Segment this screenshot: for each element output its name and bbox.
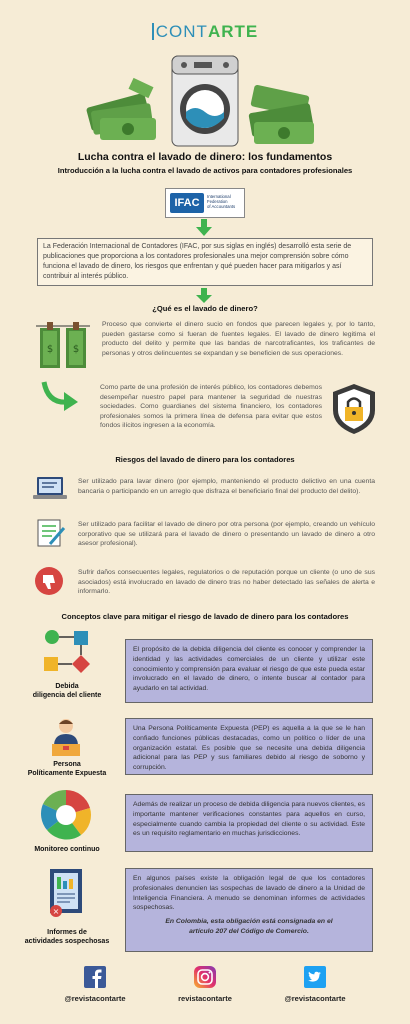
- report-document-icon: [44, 867, 90, 919]
- instagram-handle[interactable]: revistacontarte: [178, 994, 232, 1003]
- arrow-down-icon: [196, 288, 212, 304]
- shield-lock-icon: [330, 382, 378, 436]
- what-paragraph-1: Proceso que convierte el dinero sucio en fondos que parecen legales y, por lo tanto, pueden gastarse como si fueran de fuentes legales. El lavado de dinero legitima el producto del delito y permite que las bandas de narcotraficantes, los traficantes de personas y otros delincuentes se expandan y se beneficien de sus operaciones.: [102, 321, 375, 357]
- money-clothesline-icon: [34, 320, 92, 372]
- ifac-line3: of Accountants: [207, 204, 236, 209]
- concept-1-label-line1: Debida: [55, 683, 79, 690]
- concept-1-label-line2: diligencia del cliente: [32, 692, 102, 699]
- page-title: Lucha contra el lavado de dinero: los fundamentos: [77, 151, 333, 163]
- ifac-line2: Federation: [207, 199, 228, 204]
- concept-4-text: En algunos países existe la obligación legal de que los contadores profesionales denuncien las sospechas de lavado de dinero a la Unidad de Inteligencia Financiera. A menudo se denominan informes de actividades sospechosas.: [133, 875, 365, 912]
- washing-machine-icon: [172, 56, 238, 146]
- risks-heading: Riesgos del lavado de dinero para los contadores: [115, 455, 295, 464]
- svg-text:$: $: [46, 344, 54, 355]
- concept-2-label-line2: Políticamente Expuesta: [27, 770, 107, 777]
- risk-3-text: Sufrir daños consecuentes legales, regulatorios o de reputación porque un cliente (o uno de sus asociados) está involucrado en lavado de dinero tras no haber detectado las señales de alerta e informarlo.: [78, 569, 375, 596]
- instagram-icon[interactable]: [194, 966, 216, 988]
- politician-icon: [46, 716, 86, 758]
- svg-text:$: $: [72, 344, 80, 355]
- concept-3-label: Monitoreo continuo: [34, 846, 100, 853]
- concept-2-box: Una Persona Políticamente Expuesta (PEP) es aquella a la que se le han confiado funciones públicas destacadas, como un político o líder de una organización estatal. Es posible que se necesite una debida diligencia adicional para las PEP y sus familiares debido al riesgo de soborno y corrupción.: [125, 718, 373, 775]
- concept-4-label: [16, 928, 118, 946]
- facebook-handle[interactable]: @revistacontarte: [64, 994, 126, 1003]
- flowchart-icon: [38, 627, 98, 677]
- contract-icon: [32, 518, 68, 548]
- concept-4-label-line1: Informes de: [47, 929, 87, 936]
- ifac-acronym: IFAC: [170, 193, 204, 213]
- what-paragraph-2: Como parte de una profesión de interés público, los contadores debemos desempeñar nuestro papel para mantener la seguridad de nuestras sociedades. Como guardianes del sistema financiero, los contadores profesionales somos la primera línea de defensa para evitar que estos fondos ilícitos ingresen a la economía.: [100, 384, 322, 430]
- concept-4-label-line2: actividades sospechosas: [24, 938, 110, 945]
- concept-1-box: El propósito de la debida diligencia del cliente es conocer y comprender la identidad y las actividades comerciales de un cliente y utilizar este conocimiento y comprensión para evaluar el riesgo de que este pueda estar involucrado en el lavado de dinero, o intente buscar al contador para ayudarlo en tal actividad.: [125, 639, 373, 703]
- svg-text:×: ×: [52, 907, 60, 916]
- money-stack-right-icon: [248, 84, 314, 144]
- arrow-down-icon: [196, 219, 212, 237]
- logo-part1: CONT: [155, 22, 208, 41]
- concepts-heading: Conceptos clave para mitigar el riesgo de lavado de dinero para los contadores: [61, 612, 349, 621]
- ifac-logo: [165, 188, 245, 218]
- monitoring-cycle-icon: [39, 788, 93, 842]
- facebook-icon[interactable]: [84, 966, 106, 988]
- concept-4-box: [125, 868, 373, 952]
- ifac-line1: International: [207, 194, 231, 199]
- concept-1-label: [22, 682, 112, 700]
- concept-3-box: Además de realizar un proceso de debida diligencia para nuevos clientes, es importante mantener verificaciones constantes para aquellos en curso, especialmente cuando cambia la propiedad del cliente o su actividad. Este es un requisito reglamentario en muchas jurisdicciones.: [125, 794, 373, 852]
- brand-logo: [0, 22, 410, 42]
- logo-part2: ARTE: [207, 22, 259, 41]
- page-subtitle: Introducción a la lucha contra el lavado de activos para contadores profesionales: [57, 166, 353, 175]
- money-stack-left-icon: [86, 78, 156, 140]
- what-heading: ¿Qué es el lavado de dinero?: [152, 304, 258, 313]
- curved-arrow-icon: [40, 378, 82, 414]
- twitter-icon[interactable]: [304, 966, 326, 988]
- risk-1-text: Ser utilizado para lavar dinero (por ejemplo, manteniendo el producto delictivo en una cuenta bancaria o participando en un arreglo que disfraza el beneficiario final del producto del delito).: [78, 478, 375, 495]
- concept-2-label-line1: Persona: [53, 761, 81, 768]
- concept-4-italic-line2: artículo 207 del Código de Comercio.: [189, 927, 309, 935]
- laptop-icon: [32, 475, 68, 505]
- risk-2-text: Ser utilizado para facilitar el lavado de dinero por otra persona (por ejemplo, creando un vehículo corporativo que se utilizará para el lavado de dinero o presentando un lavado de dinero a otro asesor profesional).: [78, 521, 375, 548]
- thumbs-down-icon: [34, 566, 64, 596]
- washing-machine-illustration: [80, 52, 330, 150]
- concept-2-label: [18, 760, 116, 778]
- intro-box: La Federación Internacional de Contadores (IFAC, por sus siglas en inglés) desarrolló esta serie de publicaciones que proporciona a los contadores profesionales una mejor comprensión sobre cómo funciona el lavado de dinero, los riesgos que enfrentan y qué pueden hacer para mitigarlos y así contribuir al interés público.: [37, 238, 373, 286]
- twitter-handle[interactable]: @revistacontarte: [284, 994, 346, 1003]
- concept-4-italic-line1: En Colombia, esta obligación está consignada en el: [165, 918, 333, 926]
